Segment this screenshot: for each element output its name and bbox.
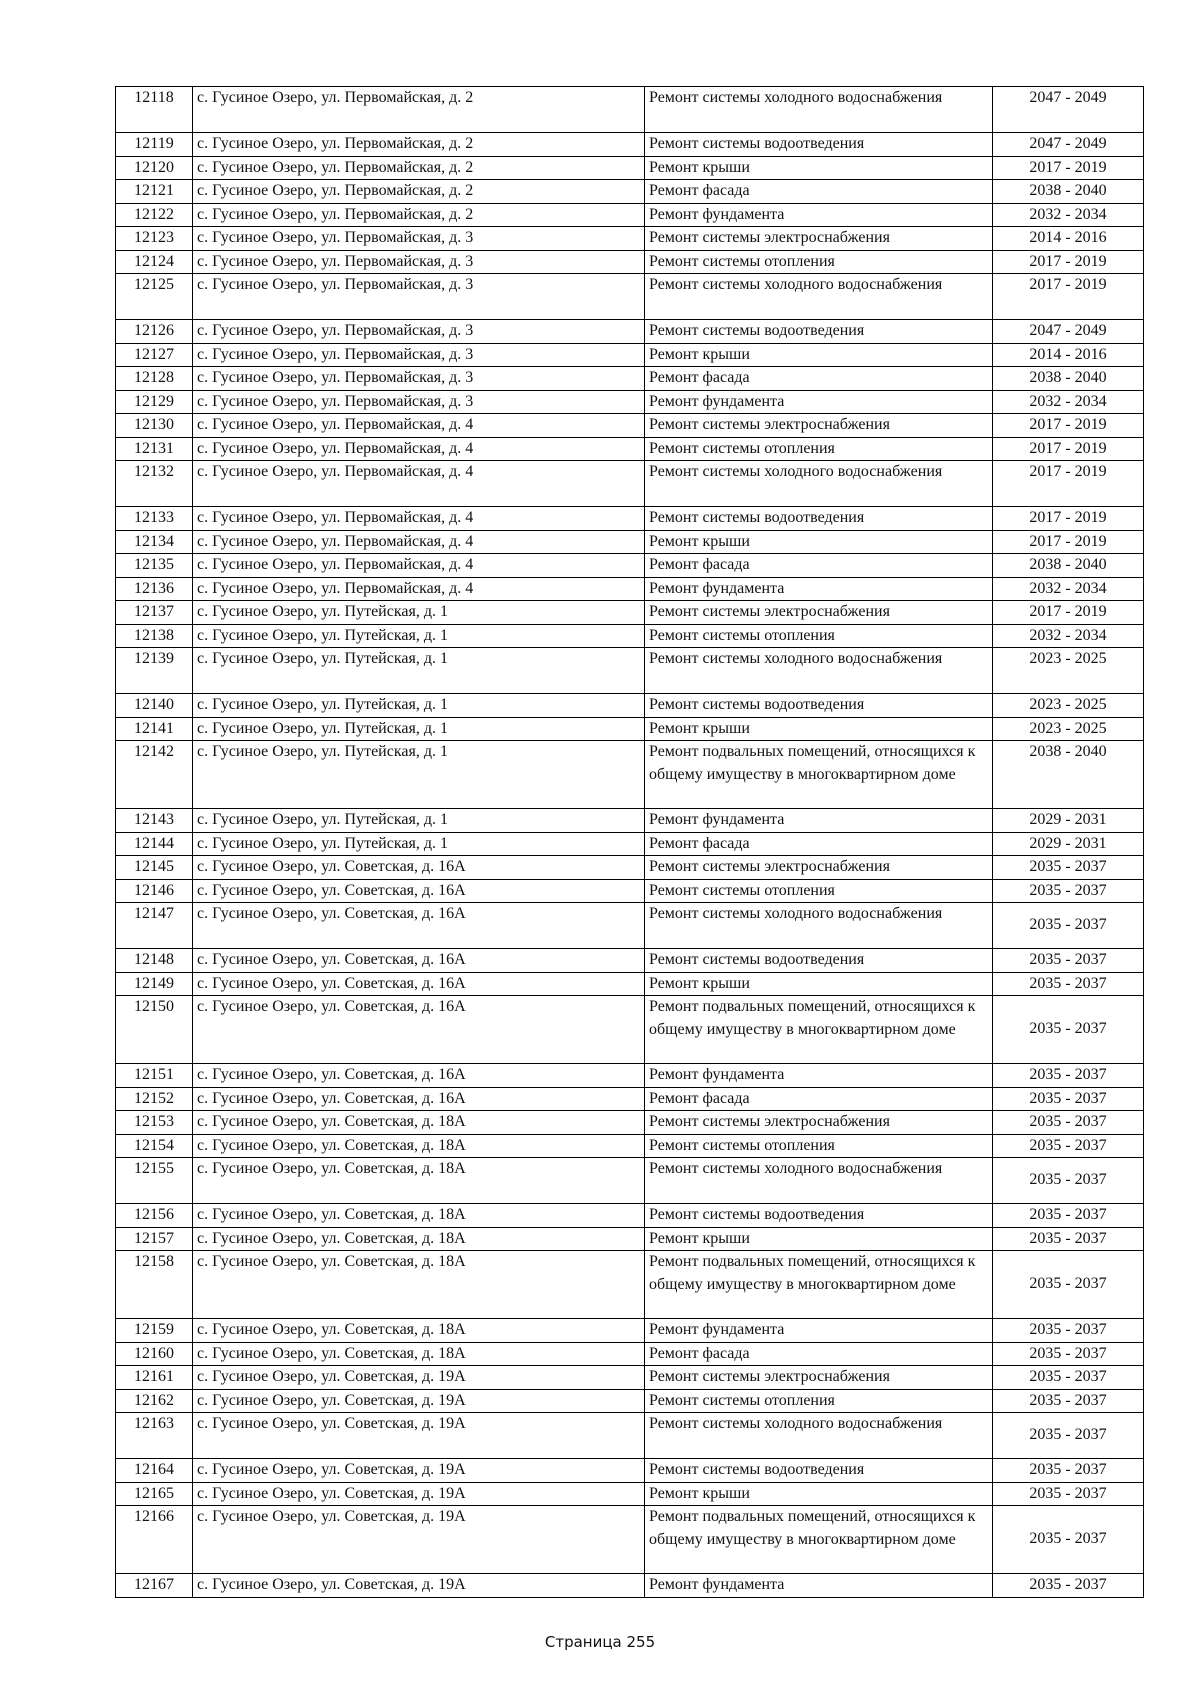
- work-type-cell: Ремонт фундамента: [645, 577, 993, 601]
- address-cell: с. Гусиное Озеро, ул. Первомайская, д. 2: [193, 180, 645, 204]
- address-cell: с. Гусиное Озеро, ул. Советская, д. 16А: [193, 949, 645, 973]
- period-cell: 2017 - 2019: [993, 530, 1144, 554]
- row-number-cell: 12161: [116, 1366, 193, 1390]
- work-type-cell: Ремонт системы электроснабжения: [645, 1366, 993, 1390]
- work-type-cell: Ремонт подвальных помещений, относящихся к общему имуществу в многоквартирном доме: [645, 1251, 993, 1319]
- period-cell: 2038 - 2040: [993, 367, 1144, 391]
- table-row: [116, 437, 1144, 461]
- work-type-cell: Ремонт фундамента: [645, 1319, 993, 1343]
- table-row: [116, 1459, 1144, 1483]
- address-cell: с. Гусиное Озеро, ул. Советская, д. 19А: [193, 1482, 645, 1506]
- table-row: [116, 949, 1144, 973]
- row-number-cell: 12167: [116, 1574, 193, 1598]
- address-cell: с. Гусиное Озеро, ул. Первомайская, д. 3: [193, 250, 645, 274]
- period-cell: 2035 - 2037: [993, 1482, 1144, 1506]
- row-number-cell: 12122: [116, 203, 193, 227]
- address-cell: с. Гусиное Озеро, ул. Первомайская, д. 3: [193, 367, 645, 391]
- row-number-cell: 12157: [116, 1227, 193, 1251]
- table-row: [116, 1204, 1144, 1228]
- work-type-cell: Ремонт фасада: [645, 832, 993, 856]
- period-cell: 2038 - 2040: [993, 180, 1144, 204]
- address-cell: с. Гусиное Озеро, ул. Первомайская, д. 4: [193, 437, 645, 461]
- address-cell: с. Гусиное Озеро, ул. Советская, д. 16А: [193, 972, 645, 996]
- work-type-cell: Ремонт крыши: [645, 530, 993, 554]
- table-row: [116, 1319, 1144, 1343]
- period-cell: 2035 - 2037: [993, 1389, 1144, 1413]
- period-cell: 2035 - 2037: [993, 1251, 1144, 1319]
- period-cell: 2017 - 2019: [993, 461, 1144, 507]
- work-type-cell: Ремонт фасада: [645, 554, 993, 578]
- period-cell: 2023 - 2025: [993, 717, 1144, 741]
- address-cell: с. Гусиное Озеро, ул. Первомайская, д. 4: [193, 530, 645, 554]
- row-number-cell: 12139: [116, 648, 193, 694]
- address-cell: с. Гусиное Озеро, ул. Первомайская, д. 3: [193, 320, 645, 344]
- work-type-cell: Ремонт подвальных помещений, относящихся к общему имуществу в многоквартирном доме: [645, 996, 993, 1064]
- address-cell: с. Гусиное Озеро, ул. Путейская, д. 1: [193, 624, 645, 648]
- row-number-cell: 12150: [116, 996, 193, 1064]
- period-cell: 2035 - 2037: [993, 856, 1144, 880]
- work-type-cell: Ремонт крыши: [645, 343, 993, 367]
- address-cell: с. Гусиное Озеро, ул. Советская, д. 18А: [193, 1342, 645, 1366]
- row-number-cell: 12149: [116, 972, 193, 996]
- address-cell: с. Гусиное Озеро, ул. Первомайская, д. 2: [193, 133, 645, 157]
- work-type-cell: Ремонт системы холодного водоснабжения: [645, 903, 993, 949]
- row-number-cell: 12162: [116, 1389, 193, 1413]
- row-number-cell: 12164: [116, 1459, 193, 1483]
- period-cell: 2035 - 2037: [993, 1204, 1144, 1228]
- address-cell: с. Гусиное Озеро, ул. Первомайская, д. 2: [193, 156, 645, 180]
- work-type-cell: Ремонт системы электроснабжения: [645, 601, 993, 625]
- table-row: [116, 343, 1144, 367]
- work-type-cell: Ремонт фундамента: [645, 390, 993, 414]
- table-row: [116, 1111, 1144, 1135]
- period-cell: 2014 - 2016: [993, 227, 1144, 251]
- period-cell: 2032 - 2034: [993, 390, 1144, 414]
- work-type-cell: Ремонт фасада: [645, 367, 993, 391]
- period-cell: 2035 - 2037: [993, 949, 1144, 973]
- row-number-cell: 12128: [116, 367, 193, 391]
- period-cell: 2017 - 2019: [993, 250, 1144, 274]
- row-number-cell: 12126: [116, 320, 193, 344]
- work-type-cell: Ремонт системы электроснабжения: [645, 856, 993, 880]
- table-row: [116, 1251, 1144, 1319]
- table-row: [116, 87, 1144, 133]
- period-cell: 2047 - 2049: [993, 87, 1144, 133]
- work-type-cell: Ремонт крыши: [645, 1482, 993, 1506]
- table-row: [116, 856, 1144, 880]
- work-type-cell: Ремонт фундамента: [645, 1574, 993, 1598]
- address-cell: с. Гусиное Озеро, ул. Первомайская, д. 2: [193, 87, 645, 133]
- table-row: [116, 624, 1144, 648]
- period-cell: 2023 - 2025: [993, 694, 1144, 718]
- period-cell: 2035 - 2037: [993, 1574, 1144, 1598]
- row-number-cell: 12137: [116, 601, 193, 625]
- table-row: [116, 227, 1144, 251]
- row-number-cell: 12160: [116, 1342, 193, 1366]
- address-cell: с. Гусиное Озеро, ул. Путейская, д. 1: [193, 694, 645, 718]
- table-row: [116, 507, 1144, 531]
- period-cell: 2035 - 2037: [993, 1158, 1144, 1204]
- table-row: [116, 1389, 1144, 1413]
- row-number-cell: 12135: [116, 554, 193, 578]
- address-cell: с. Гусиное Озеро, ул. Советская, д. 18А: [193, 1158, 645, 1204]
- work-type-cell: Ремонт фасада: [645, 180, 993, 204]
- work-type-cell: Ремонт крыши: [645, 972, 993, 996]
- address-cell: с. Гусиное Озеро, ул. Советская, д. 18А: [193, 1134, 645, 1158]
- period-cell: 2047 - 2049: [993, 133, 1144, 157]
- row-number-cell: 12134: [116, 530, 193, 554]
- table-row: [116, 1413, 1144, 1459]
- row-number-cell: 12147: [116, 903, 193, 949]
- work-type-cell: Ремонт системы водоотведения: [645, 320, 993, 344]
- work-type-cell: Ремонт системы электроснабжения: [645, 227, 993, 251]
- row-number-cell: 12163: [116, 1413, 193, 1459]
- address-cell: с. Гусиное Озеро, ул. Советская, д. 19А: [193, 1366, 645, 1390]
- work-type-cell: Ремонт системы холодного водоснабжения: [645, 87, 993, 133]
- work-type-cell: Ремонт системы электроснабжения: [645, 414, 993, 438]
- table-row: [116, 1482, 1144, 1506]
- period-cell: 2035 - 2037: [993, 1319, 1144, 1343]
- work-type-cell: Ремонт системы холодного водоснабжения: [645, 461, 993, 507]
- address-cell: с. Гусиное Озеро, ул. Советская, д. 18А: [193, 1251, 645, 1319]
- address-cell: с. Гусиное Озеро, ул. Советская, д. 19А: [193, 1574, 645, 1598]
- row-number-cell: 12120: [116, 156, 193, 180]
- repair-schedule-table: [115, 86, 1144, 1598]
- table-row: [116, 1087, 1144, 1111]
- work-type-cell: Ремонт системы водоотведения: [645, 1459, 993, 1483]
- period-cell: 2017 - 2019: [993, 601, 1144, 625]
- row-number-cell: 12136: [116, 577, 193, 601]
- address-cell: с. Гусиное Озеро, ул. Первомайская, д. 3: [193, 227, 645, 251]
- period-cell: 2047 - 2049: [993, 320, 1144, 344]
- row-number-cell: 12146: [116, 879, 193, 903]
- work-type-cell: Ремонт системы отопления: [645, 1389, 993, 1413]
- work-type-cell: Ремонт системы водоотведения: [645, 949, 993, 973]
- work-type-cell: Ремонт системы электроснабжения: [645, 1111, 993, 1135]
- table-row: [116, 1574, 1144, 1598]
- table-body: [116, 87, 1144, 1598]
- table-row: [116, 156, 1144, 180]
- row-number-cell: 12155: [116, 1158, 193, 1204]
- table-row: [116, 367, 1144, 391]
- table-row: [116, 996, 1144, 1064]
- row-number-cell: 12133: [116, 507, 193, 531]
- table-row: [116, 530, 1144, 554]
- table-row: [116, 1506, 1144, 1574]
- work-type-cell: Ремонт фундамента: [645, 809, 993, 833]
- address-cell: с. Гусиное Озеро, ул. Советская, д. 16А: [193, 1064, 645, 1088]
- work-type-cell: Ремонт системы отопления: [645, 1134, 993, 1158]
- address-cell: с. Гусиное Озеро, ул. Первомайская, д. 3: [193, 390, 645, 414]
- period-cell: 2032 - 2034: [993, 577, 1144, 601]
- row-number-cell: 12152: [116, 1087, 193, 1111]
- period-cell: 2032 - 2034: [993, 203, 1144, 227]
- table-row: [116, 461, 1144, 507]
- address-cell: с. Гусиное Озеро, ул. Советская, д. 16А: [193, 879, 645, 903]
- period-cell: 2038 - 2040: [993, 554, 1144, 578]
- table-row: [116, 1064, 1144, 1088]
- address-cell: с. Гусиное Озеро, ул. Советская, д. 16А: [193, 1087, 645, 1111]
- row-number-cell: 12127: [116, 343, 193, 367]
- table-row: [116, 694, 1144, 718]
- table-row: [116, 717, 1144, 741]
- address-cell: с. Гусиное Озеро, ул. Советская, д. 18А: [193, 1204, 645, 1228]
- address-cell: с. Гусиное Озеро, ул. Первомайская, д. 4: [193, 577, 645, 601]
- period-cell: 2035 - 2037: [993, 1342, 1144, 1366]
- work-type-cell: Ремонт подвальных помещений, относящихся к общему имуществу в многоквартирном доме: [645, 741, 993, 809]
- row-number-cell: 12159: [116, 1319, 193, 1343]
- work-type-cell: Ремонт подвальных помещений, относящихся к общему имуществу в многоквартирном доме: [645, 1506, 993, 1574]
- work-type-cell: Ремонт фундамента: [645, 1064, 993, 1088]
- row-number-cell: 12130: [116, 414, 193, 438]
- period-cell: 2035 - 2037: [993, 1413, 1144, 1459]
- row-number-cell: 12141: [116, 717, 193, 741]
- table-row: [116, 180, 1144, 204]
- row-number-cell: 12158: [116, 1251, 193, 1319]
- address-cell: с. Гусиное Озеро, ул. Первомайская, д. 4: [193, 554, 645, 578]
- work-type-cell: Ремонт системы отопления: [645, 250, 993, 274]
- address-cell: с. Гусиное Озеро, ул. Советская, д. 19А: [193, 1413, 645, 1459]
- table-row: [116, 1158, 1144, 1204]
- work-type-cell: Ремонт системы отопления: [645, 624, 993, 648]
- period-cell: 2035 - 2037: [993, 1227, 1144, 1251]
- address-cell: с. Гусиное Озеро, ул. Путейская, д. 1: [193, 601, 645, 625]
- work-type-cell: Ремонт крыши: [645, 717, 993, 741]
- row-number-cell: 12165: [116, 1482, 193, 1506]
- period-cell: 2035 - 2037: [993, 996, 1144, 1064]
- period-cell: 2035 - 2037: [993, 972, 1144, 996]
- address-cell: с. Гусиное Озеро, ул. Советская, д. 19А: [193, 1506, 645, 1574]
- period-cell: 2035 - 2037: [993, 1506, 1144, 1574]
- row-number-cell: 12145: [116, 856, 193, 880]
- period-cell: 2029 - 2031: [993, 832, 1144, 856]
- table-row: [116, 1134, 1144, 1158]
- address-cell: с. Гусиное Озеро, ул. Советская, д. 18А: [193, 1319, 645, 1343]
- row-number-cell: 12118: [116, 87, 193, 133]
- address-cell: с. Гусиное Озеро, ул. Советская, д. 18А: [193, 1227, 645, 1251]
- row-number-cell: 12144: [116, 832, 193, 856]
- address-cell: с. Гусиное Озеро, ул. Советская, д. 19А: [193, 1459, 645, 1483]
- row-number-cell: 12140: [116, 694, 193, 718]
- table-row: [116, 390, 1144, 414]
- period-cell: 2035 - 2037: [993, 1064, 1144, 1088]
- work-type-cell: Ремонт крыши: [645, 156, 993, 180]
- table-row: [116, 1342, 1144, 1366]
- table-row: [116, 1227, 1144, 1251]
- row-number-cell: 12131: [116, 437, 193, 461]
- address-cell: с. Гусиное Озеро, ул. Путейская, д. 1: [193, 809, 645, 833]
- address-cell: с. Гусиное Озеро, ул. Советская, д. 16А: [193, 996, 645, 1064]
- row-number-cell: 12121: [116, 180, 193, 204]
- period-cell: 2017 - 2019: [993, 414, 1144, 438]
- table-row: [116, 133, 1144, 157]
- period-cell: 2035 - 2037: [993, 1366, 1144, 1390]
- work-type-cell: Ремонт системы холодного водоснабжения: [645, 274, 993, 320]
- period-cell: 2029 - 2031: [993, 809, 1144, 833]
- address-cell: с. Гусиное Озеро, ул. Советская, д. 16А: [193, 856, 645, 880]
- table-row: [116, 274, 1144, 320]
- table-row: [116, 1366, 1144, 1390]
- address-cell: с. Гусиное Озеро, ул. Советская, д. 16А: [193, 903, 645, 949]
- row-number-cell: 12124: [116, 250, 193, 274]
- period-cell: 2035 - 2037: [993, 1459, 1144, 1483]
- period-cell: 2038 - 2040: [993, 741, 1144, 809]
- period-cell: 2035 - 2037: [993, 879, 1144, 903]
- address-cell: с. Гусиное Озеро, ул. Советская, д. 18А: [193, 1111, 645, 1135]
- table-row: [116, 554, 1144, 578]
- address-cell: с. Гусиное Озеро, ул. Путейская, д. 1: [193, 717, 645, 741]
- work-type-cell: Ремонт системы холодного водоснабжения: [645, 1413, 993, 1459]
- period-cell: 2017 - 2019: [993, 507, 1144, 531]
- period-cell: 2035 - 2037: [993, 1111, 1144, 1135]
- table-row: [116, 832, 1144, 856]
- table-row: [116, 972, 1144, 996]
- row-number-cell: 12125: [116, 274, 193, 320]
- table-row: [116, 879, 1144, 903]
- period-cell: 2017 - 2019: [993, 274, 1144, 320]
- work-type-cell: Ремонт системы водоотведения: [645, 1204, 993, 1228]
- period-cell: 2035 - 2037: [993, 1087, 1144, 1111]
- table-row: [116, 903, 1144, 949]
- work-type-cell: Ремонт фасада: [645, 1342, 993, 1366]
- row-number-cell: 12138: [116, 624, 193, 648]
- address-cell: с. Гусиное Озеро, ул. Путейская, д. 1: [193, 648, 645, 694]
- row-number-cell: 12156: [116, 1204, 193, 1228]
- row-number-cell: 12119: [116, 133, 193, 157]
- table-row: [116, 203, 1144, 227]
- period-cell: 2014 - 2016: [993, 343, 1144, 367]
- work-type-cell: Ремонт фундамента: [645, 203, 993, 227]
- row-number-cell: 12166: [116, 1506, 193, 1574]
- row-number-cell: 12132: [116, 461, 193, 507]
- period-cell: 2035 - 2037: [993, 903, 1144, 949]
- address-cell: с. Гусиное Озеро, ул. Советская, д. 19А: [193, 1389, 645, 1413]
- work-type-cell: Ремонт системы отопления: [645, 437, 993, 461]
- work-type-cell: Ремонт системы водоотведения: [645, 694, 993, 718]
- address-cell: с. Гусиное Озеро, ул. Первомайская, д. 4: [193, 461, 645, 507]
- row-number-cell: 12129: [116, 390, 193, 414]
- row-number-cell: 12143: [116, 809, 193, 833]
- row-number-cell: 12148: [116, 949, 193, 973]
- table-row: [116, 250, 1144, 274]
- table-row: [116, 648, 1144, 694]
- work-type-cell: Ремонт системы холодного водоснабжения: [645, 1158, 993, 1204]
- work-type-cell: Ремонт системы отопления: [645, 879, 993, 903]
- period-cell: 2035 - 2037: [993, 1134, 1144, 1158]
- page-footer: Страница 255: [544, 1633, 656, 1651]
- period-cell: 2023 - 2025: [993, 648, 1144, 694]
- address-cell: с. Гусиное Озеро, ул. Первомайская, д. 3: [193, 274, 645, 320]
- work-type-cell: Ремонт системы водоотведения: [645, 507, 993, 531]
- row-number-cell: 12151: [116, 1064, 193, 1088]
- row-number-cell: 12123: [116, 227, 193, 251]
- period-cell: 2032 - 2034: [993, 624, 1144, 648]
- address-cell: с. Гусиное Озеро, ул. Первомайская, д. 2: [193, 203, 645, 227]
- table-row: [116, 414, 1144, 438]
- table-row: [116, 809, 1144, 833]
- table-row: [116, 577, 1144, 601]
- table-row: [116, 601, 1144, 625]
- address-cell: с. Гусиное Озеро, ул. Путейская, д. 1: [193, 741, 645, 809]
- address-cell: с. Гусиное Озеро, ул. Первомайская, д. 4: [193, 414, 645, 438]
- work-type-cell: Ремонт системы водоотведения: [645, 133, 993, 157]
- row-number-cell: 12142: [116, 741, 193, 809]
- period-cell: 2017 - 2019: [993, 437, 1144, 461]
- repair-schedule-sheet: [115, 86, 1144, 1598]
- address-cell: с. Гусиное Озеро, ул. Путейская, д. 1: [193, 832, 645, 856]
- work-type-cell: Ремонт фасада: [645, 1087, 993, 1111]
- row-number-cell: 12154: [116, 1134, 193, 1158]
- table-row: [116, 741, 1144, 809]
- address-cell: с. Гусиное Озеро, ул. Первомайская, д. 4: [193, 507, 645, 531]
- table-row: [116, 320, 1144, 344]
- work-type-cell: Ремонт системы холодного водоснабжения: [645, 648, 993, 694]
- row-number-cell: 12153: [116, 1111, 193, 1135]
- address-cell: с. Гусиное Озеро, ул. Первомайская, д. 3: [193, 343, 645, 367]
- period-cell: 2017 - 2019: [993, 156, 1144, 180]
- work-type-cell: Ремонт крыши: [645, 1227, 993, 1251]
